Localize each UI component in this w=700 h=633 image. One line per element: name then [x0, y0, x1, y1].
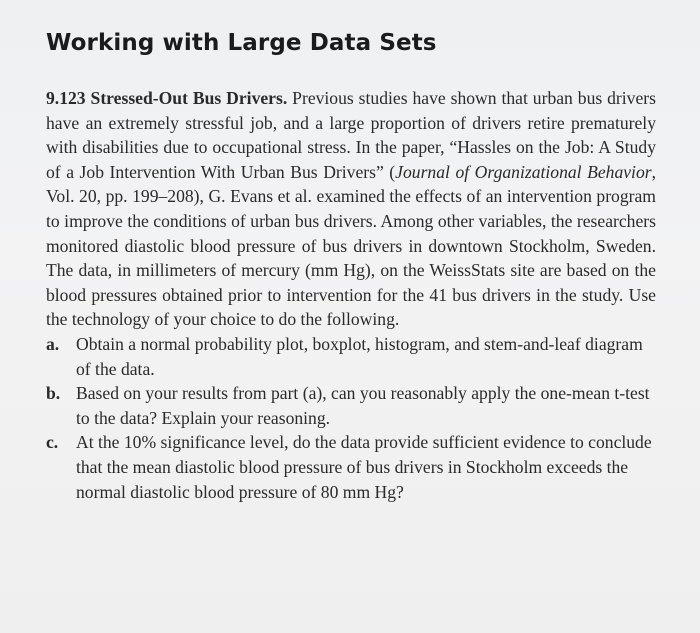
- section-heading: Working with Large Data Sets: [46, 30, 437, 56]
- exercise-parts: [46, 332, 656, 504]
- part-letter: c.: [46, 432, 59, 453]
- part-letter: a.: [46, 333, 60, 354]
- part-text: Obtain a normal probability plot, boxplot, histogram, and stem-and-leaf diagram of the data.: [76, 333, 643, 379]
- part-text: Based on your results from part (a), can you reasonably apply the one-mean t-test to the data? Explain your reasoning.: [76, 383, 650, 428]
- exercise-title: Stressed-Out Bus Drivers.: [90, 88, 288, 108]
- exercise-body: [46, 86, 656, 504]
- exercise-part-c: [46, 430, 656, 504]
- exercise-part-a: [46, 332, 656, 381]
- journal-name: Journal of Organizational Behavior: [395, 161, 652, 182]
- part-letter: b.: [46, 383, 61, 404]
- exercise-text-before-citation: Previous studies have shown that urban bus drivers have an extremely stressful job, and a large proportion of drivers retire prematurely with disabilities due to occupational stress. In the paper, “Hassles on the Job: A Study of a Job Intervention With Urban Bus Drivers” (: [46, 88, 656, 182]
- exercise-intro: [46, 86, 656, 332]
- exercise-number: 9.123: [46, 88, 86, 108]
- part-text: At the 10% significance level, do the data provide sufficient evidence to conclude that the mean diastolic blood pressure of bus drivers in Stockholm exceeds the normal diastolic blood pressure of 80 mm Hg?: [76, 432, 652, 502]
- exercise-text-after-citation: , Vol. 20, pp. 199–208), G. Evans et al. examined the effects of an intervention program to improve the conditions of urban bus drivers. Among other variables, the researchers monitored diastolic blood pressure of bus drivers in downtown Stockholm, Sweden. The data, in millimeters of mercury (mm Hg), on the WeissStats site are based on the blood pressures obtained prior to intervention for the 41 bus drivers in the study. Use the technology of your choice to do the following.: [46, 161, 656, 330]
- exercise-part-b: [46, 381, 656, 430]
